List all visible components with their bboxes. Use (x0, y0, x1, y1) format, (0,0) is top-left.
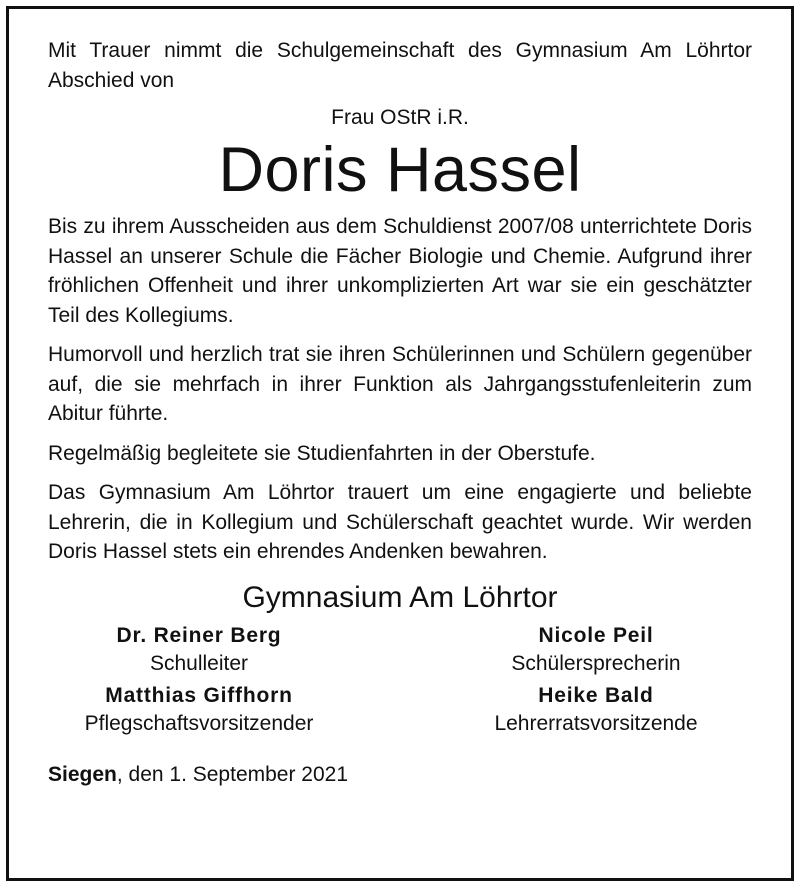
organization-name: Gymnasium Am Löhrtor (242, 580, 558, 614)
signatory-role: Lehrerratsvorsitzende (494, 711, 698, 735)
place-date (48, 761, 752, 789)
signatory (400, 683, 752, 739)
title-prefix: Frau OStR i.R. (331, 106, 469, 129)
date-text: , den 1. September 2021 (116, 762, 349, 786)
signatory-name: Heike Bald (538, 683, 654, 707)
signatory (48, 623, 400, 679)
signatory (400, 623, 752, 679)
signatory-name: Dr. Reiner Berg (116, 623, 282, 647)
paragraph-character: Humorvoll und herzlich trat sie ihren Schülerinnen und Schülern gegenüber auf, die sie mehrfach in ihrer Funktion als Jahrgangsstufenleiterin zum Abitur führte. (48, 343, 752, 425)
paragraph-mourning: Das Gymnasium Am Löhrtor trauert um eine engagierte und beliebte Lehrerin, die in Kollegium und Schülerschaft geachtet wurde. Wir werden Doris Hassel stets ein ehrendes Andenken bewahren. (48, 481, 752, 563)
paragraph-career: Bis zu ihrem Ausscheiden aus dem Schuldienst 2007/08 unterrichtete Doris Hassel an unserer Schule die Fächer Biologie und Chemie. Aufgrund ihrer fröhlichen Offenheit und ihrer unkomplizierten Art war sie ein geschätzter Teil des Kollegiums. (48, 215, 752, 327)
signatory (48, 683, 400, 739)
signatory-role: Schulleiter (149, 651, 249, 675)
deceased-name: Doris Hassel (218, 135, 582, 205)
intro-text: Mit Trauer nimmt die Schulgemeinschaft des Gymnasium Am Löhrtor Abschied von (48, 39, 752, 92)
signatories (48, 623, 752, 739)
obituary-notice (48, 36, 752, 789)
signatory-role: Pflegschaftsvorsitzender (84, 711, 314, 735)
signatory-role: Schülersprecherin (511, 651, 681, 675)
signatory-name: Nicole Peil (538, 623, 654, 647)
place-name: Siegen (48, 762, 117, 786)
signatory-name: Matthias Giffhorn (105, 683, 293, 707)
paragraph-trips: Regelmäßig begleitete sie Studienfahrten in der Oberstufe. (48, 441, 596, 465)
